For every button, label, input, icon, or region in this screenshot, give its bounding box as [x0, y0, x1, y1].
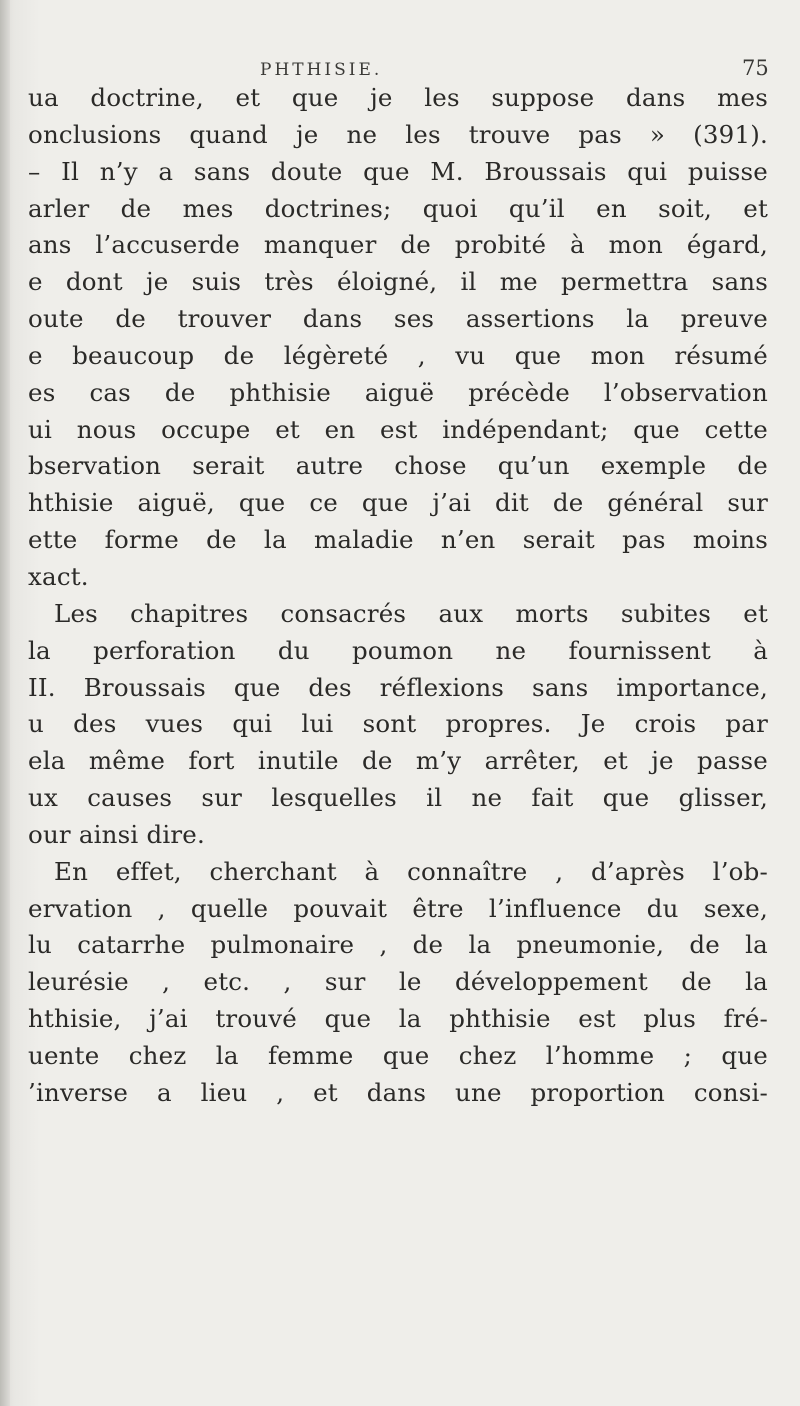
text-line: lu catarrhe pulmonaire , de la pneumonie, de la: [28, 930, 768, 960]
text-line: xact.: [28, 561, 89, 591]
text-line: ervation , quelle pouvait être l’influence du sexe,: [28, 893, 768, 923]
text-line: oute de trouver dans ses assertions la preuve: [28, 304, 768, 334]
text-line: leurésie , etc. , sur le développement de la: [28, 967, 768, 997]
text-line: arler de mes doctrines; quoi qu’il en soit, et: [28, 193, 768, 223]
text-line: u des vues qui lui sont propres. Je crois par: [28, 709, 768, 739]
text-line: II. Broussais que des réflexions sans importance,: [28, 672, 768, 702]
running-title: PHTHISIE.: [260, 60, 383, 80]
text-line: es cas de phthisie aiguë précède l’observation: [28, 377, 768, 407]
text-line: e dont je suis très éloigné, il me permettra sans: [28, 267, 768, 297]
text-line: ua doctrine, et que je les suppose dans mes: [28, 83, 768, 112]
text-line: bservation serait autre chose qu’un exemple de: [28, 451, 768, 481]
text-line: ui nous occupe et en est indépendant; que cette: [28, 414, 768, 444]
text-line: Les chapitres consacrés aux morts subites et: [54, 598, 768, 628]
body-text: [28, 80, 768, 1112]
text-line: hthisie aiguë, que ce que j’ai dit de général sur: [28, 488, 768, 518]
text-line: ux causes sur lesquelles il ne fait que glisser,: [28, 783, 768, 813]
text-line: – Il n’y a sans doute que M. Broussais qui puisse: [28, 156, 768, 186]
text-line: ans l’accuserde manquer de probité à mon égard,: [28, 230, 768, 260]
text-line: e beaucoup de légèreté , vu que mon résumé: [28, 340, 768, 370]
text-line: onclusions quand je ne les trouve pas » (391).: [28, 119, 768, 149]
text-line: uente chez la femme que chez l’homme ; que: [28, 1040, 768, 1070]
text-line: hthisie, j’ai trouvé que la phthisie est plus fré-: [28, 1004, 768, 1034]
page-number: 75: [742, 56, 769, 80]
text-line: la perforation du poumon ne fournissent à: [28, 635, 768, 665]
text-line: our ainsi dire.: [28, 819, 205, 849]
text-line: En effet, cherchant à connaître , d’après l’ob-: [54, 856, 768, 886]
text-line: ’inverse a lieu , et dans une proportion consi-: [28, 1077, 768, 1107]
text-line: ette forme de la maladie n’en serait pas moins: [28, 525, 768, 555]
text-line: ela même fort inutile de m’y arrêter, et je passe: [28, 746, 768, 776]
binding-gutter: [0, 0, 10, 1406]
